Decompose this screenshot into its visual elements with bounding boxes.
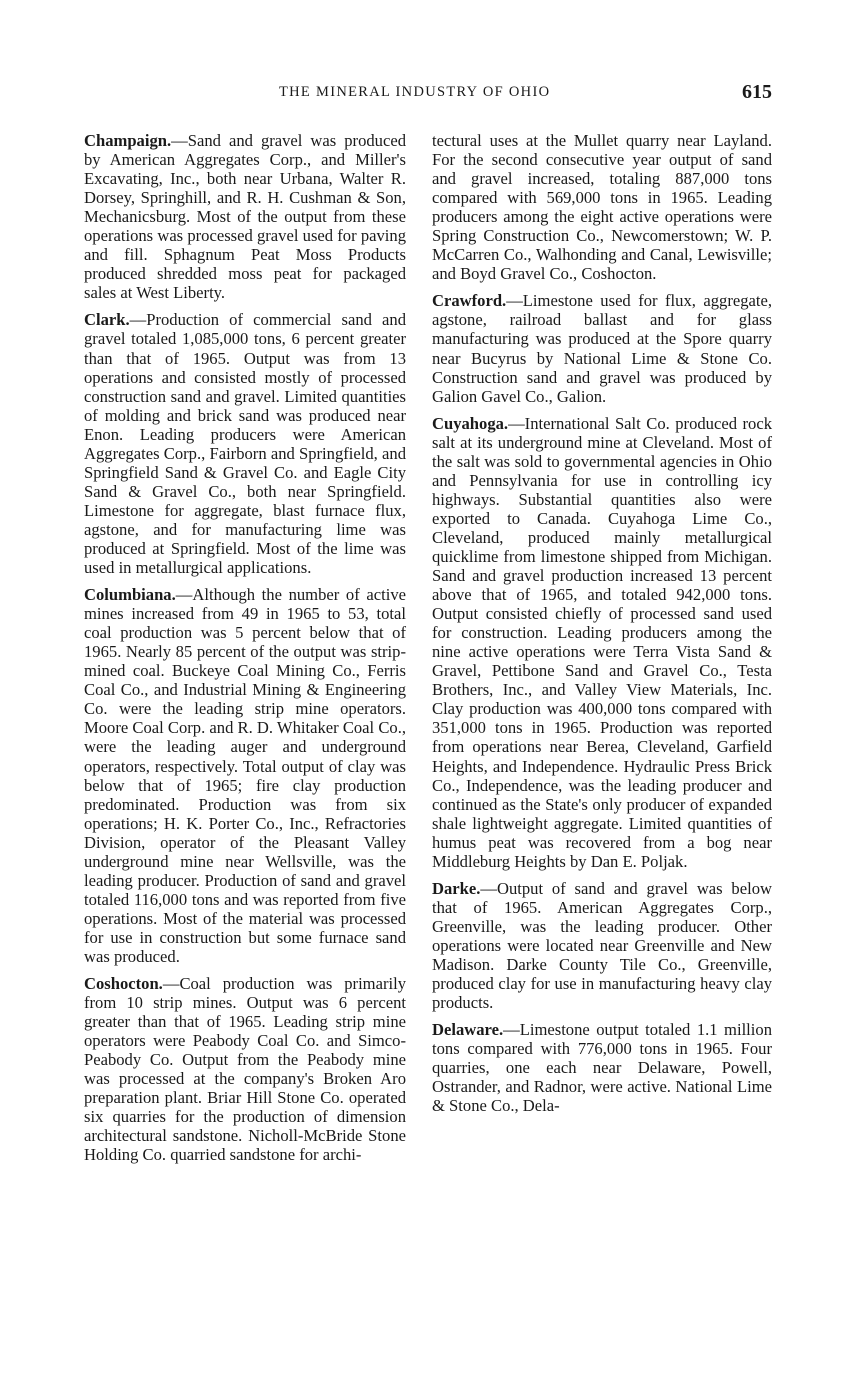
paragraph-text: —International Salt Co. produced rock salt at its underground mine at Cleveland. Most of the salt was sold to governmental agencies in Ohio and Pennsylvania for use in controlling icy highways. Substantial quantities also were exported to Canada. Cuyahoga Lime Co., Cleveland, produced mainly metallurgical quicklime from limestone shipped from Michigan. Sand and gravel production increased 13 percent above that of 1965, and totaled 942,000 tons. Output consisted chiefly of processed sand used for construction. Leading producers among the nine active operations were Terra Vista Sand & Gravel, Pettibone Sand and Gravel Co., Testa Brothers, Inc., and Valley View Materials, Inc. Clay production was 400,000 tons compared with 351,000 tons in 1965. Production was reported from operations near Berea, Cleveland, Garfield Heights, and Independence. Hydraulic Press Brick Co., Independence, was the leading producer and continued as the State's only producer of expanded shale lightweight aggregate. Limited quantities of humus peat was recovered from a bog near Middleburg Heights by Dan E. Poljak.	[432, 413, 772, 871]
county-heading: Champaign.	[84, 131, 172, 150]
paragraph-text: —Limestone used for flux, aggregate, agstone, railroad ballast and for glass manufacturing was produced at the Spore quarry near Bucyrus by National Lime & Stone Co. Construction sand and gravel was produced by Galion Gavel Co., Galion.	[432, 291, 772, 406]
county-heading: Delaware.	[432, 1020, 504, 1040]
county-heading: Clark.	[84, 310, 130, 330]
running-title: THE MINERAL INDUSTRY OF OHIO	[279, 84, 551, 100]
paragraph-delaware	[432, 1020, 772, 1115]
paragraph-text: —Coal production was primarily from 10 strip mines. Output was 6 percent greater than that of 1965. Leading strip mine operators were Peabody Coal Co. and Simco-Peabody Co. Output from the Peabody mine was processed at the company's Broken Aro preparation plant. Briar Hill Stone Co. operated six quarries for the production of dimension architectural sandstone. Nicholl-McBride Stone Holding Co. quarried sandstone for archi-	[84, 974, 406, 1165]
paragraph-coshocton-continued	[432, 131, 772, 283]
county-heading: Cuyahoga.	[432, 413, 509, 433]
paragraph-darke	[432, 879, 772, 1012]
paragraph-coshocton	[84, 974, 406, 1164]
left-column	[84, 131, 406, 1172]
paragraph-text: —Although the number of active mines increased from 49 in 1965 to 53, total coal production was 5 percent below that of 1965. Nearly 85 percent of the output was strip-mined coal. Buckeye Coal Mining Co., Ferris Coal Co., and Industrial Mining & Engineering Co. were the leading strip mine operators. Moore Coal Corp. and R. D. Whitaker Coal Co., were the leading auger and underground operators, respectively. Total output of clay was below that of 1965; fire clay production predominated. Production was from six operations; H. K. Porter Co., Inc., Refractories Division, operator of the Pleasant Valley underground mine near Wellsville, was the leading producer. Production of sand and gravel totaled 116,000 tons and was reported from five operations. Most of the material was processed for use in construction but some furnace sand was produced.	[84, 585, 406, 966]
paragraph-crawford	[432, 291, 772, 405]
paragraph-text: —Sand and gravel was produced by American Aggregates Corp., and Miller's Excavating, Inc., both near Urbana, Walter R. Dorsey, Springhill, and R. H. Cushman & Son, Mechanicsburg. Most of the output from these operations was processed gravel used for paving and fill. Sphagnum Peat Moss Products produced shredded moss peat for packaged sales at West Liberty.	[84, 131, 406, 303]
paragraph-text: tectural uses at the Mullet quarry near Layland. For the second consecutive year output of sand and gravel increased, totaling 887,000 tons compared with 569,000 tons in 1965. Leading producers among the eight active operations were Spring Construction Co., Newcomerstown; W. P. McCarren Co., Walhonding and Canal, Lewisville; and Boyd Gravel Co., Coshocton.	[432, 131, 772, 284]
page-number: 615	[742, 81, 772, 103]
paragraph-clark	[84, 310, 406, 577]
paragraph-text: —Limestone output totaled 1.1 million tons compared with 776,000 tons in 1965. Four quarries, one each near Delaware, Powell, Ostrander, and Radnor, were active. National Lime & Stone Co., Dela-	[432, 1020, 772, 1116]
county-heading: Crawford.	[432, 291, 507, 311]
paragraph-columbiana	[84, 585, 406, 966]
county-heading: Darke.	[432, 878, 481, 898]
county-heading: Coshocton.	[84, 974, 163, 994]
running-head	[0, 81, 863, 108]
paragraph-cuyahoga	[432, 414, 772, 871]
paragraph-text: —Production of commercial sand and gravel totaled 1,085,000 tons, 6 percent greater than that of 1965. Output was from 13 operations and consisted mostly of processed construction sand and gravel. Limited quantities of molding and brick sand was produced near Enon. Leading producers were American Aggregates Corp., Fairborn and Springfield, and Springfield Sand & Gravel Co. and Eagle City Sand & Gravel Co., both near Springfield. Limestone for aggregate, blast furnace flux, agstone, and for manufacturing lime was produced at Springfield. Most of the lime was used in metallurgical applications.	[84, 310, 406, 578]
paragraph-champaign	[84, 131, 406, 302]
right-column	[432, 131, 772, 1123]
county-heading: Columbiana.	[84, 585, 176, 605]
paragraph-text: —Output of sand and gravel was below that of 1965. American Aggregates Corp., Greenville, was the leading producer. Other operations were located near Greenville and New Madison. Darke County Tile Co., Greenville, produced clay for use in manufacturing heavy clay products.	[432, 878, 772, 1013]
